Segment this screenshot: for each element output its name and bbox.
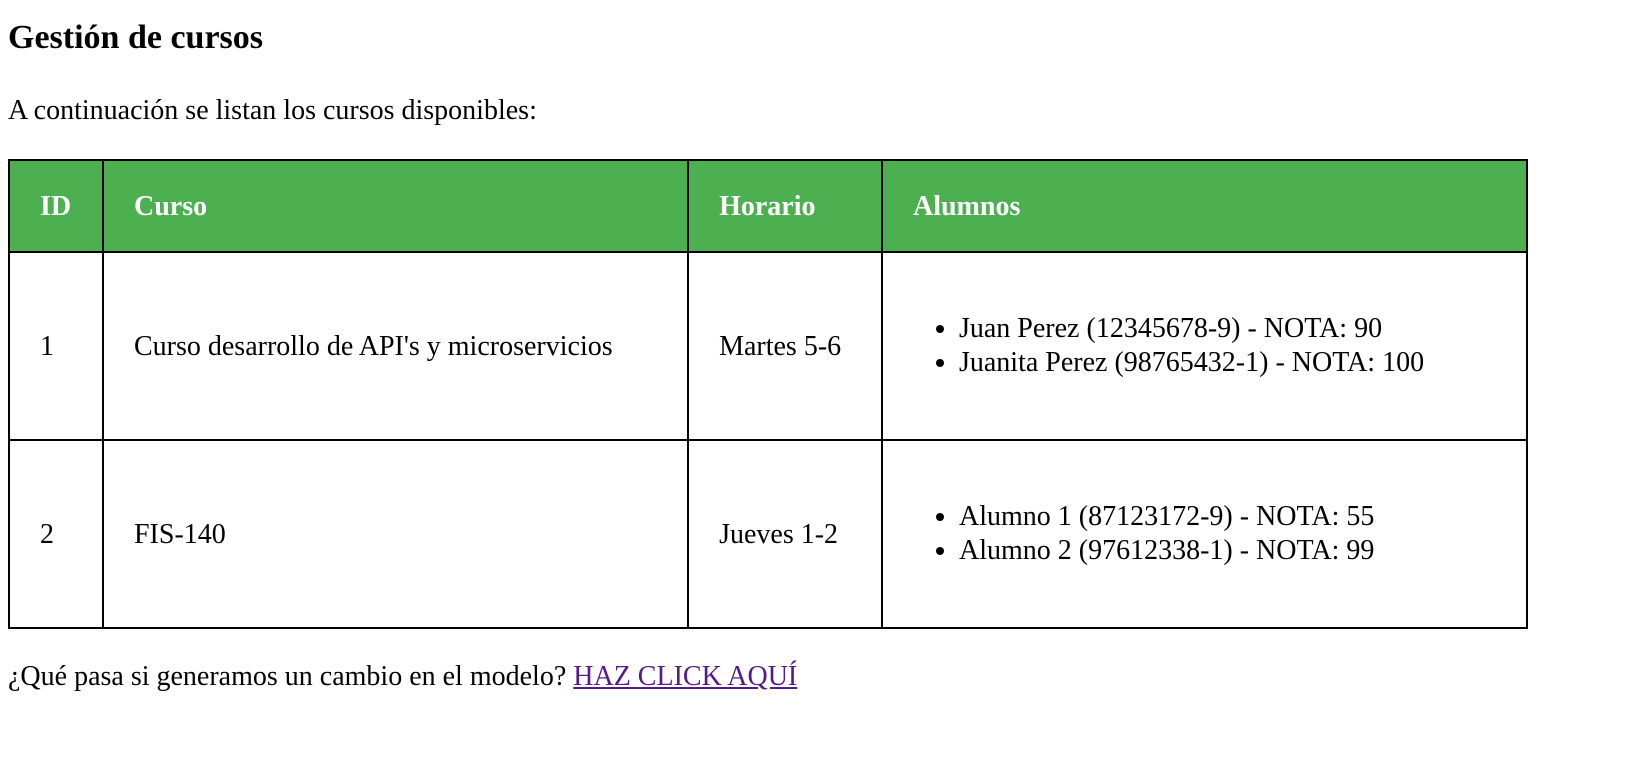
intro-text: A continuación se listan los cursos disponibles: bbox=[8, 95, 537, 126]
footer-text bbox=[8, 659, 1630, 695]
table-header-row bbox=[9, 160, 1527, 252]
change-model-link[interactable]: HAZ CLICK AQUÍ bbox=[573, 661, 798, 692]
student-list bbox=[883, 312, 1496, 380]
list-item: • Juan Perez (12345678-9) - NOTA: 90 bbox=[959, 312, 1496, 346]
cell-curso: Curso desarrollo de API's y microservicios bbox=[103, 252, 688, 440]
footer-question: ¿Qué pasa si generamos un cambio en el modelo? bbox=[8, 661, 567, 692]
list-item: • Alumno 1 (87123172-9) - NOTA: 55 bbox=[959, 500, 1496, 534]
column-header-id: ID bbox=[9, 160, 103, 252]
table-row bbox=[9, 252, 1527, 440]
column-header-curso: Curso bbox=[103, 160, 688, 252]
column-header-horario: Horario bbox=[688, 160, 882, 252]
list-item: • Juanita Perez (98765432-1) - NOTA: 100 bbox=[959, 346, 1496, 380]
cell-alumnos bbox=[882, 252, 1527, 440]
cell-horario: Martes 5-6 bbox=[688, 252, 882, 440]
courses-table bbox=[8, 159, 1528, 629]
cell-alumnos bbox=[882, 440, 1527, 628]
cell-id: 2 bbox=[9, 440, 103, 628]
page-title: Gestión de cursos bbox=[8, 19, 263, 56]
cell-horario: Jueves 1-2 bbox=[688, 440, 882, 628]
cell-id: 1 bbox=[9, 252, 103, 440]
column-header-alumnos: Alumnos bbox=[882, 160, 1527, 252]
list-item: • Alumno 2 (97612338-1) - NOTA: 99 bbox=[959, 534, 1496, 568]
cell-curso: FIS-140 bbox=[103, 440, 688, 628]
student-list bbox=[883, 500, 1496, 568]
table-row bbox=[9, 440, 1527, 628]
